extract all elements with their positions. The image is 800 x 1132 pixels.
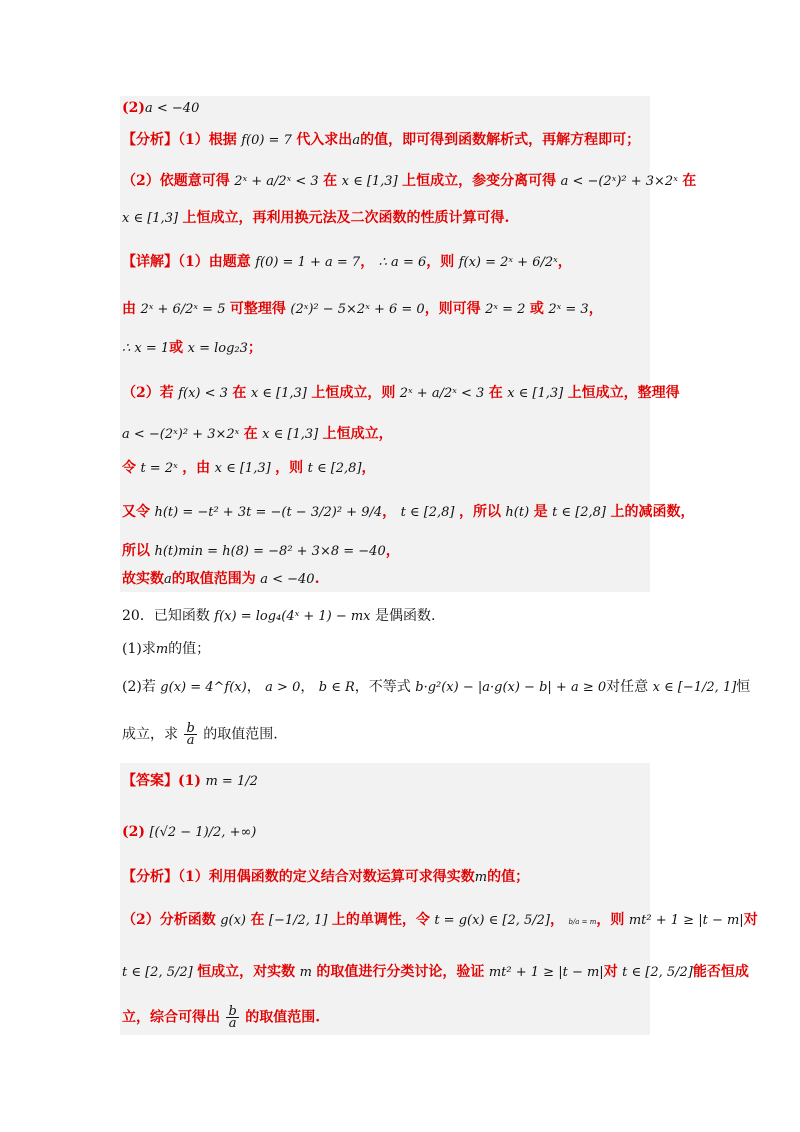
detail-line-8: 所以 h(t)min = h(8) = −8² + 3×8 = −40，: [122, 543, 400, 559]
answer-analysis-line-2: （2）分析函数 g(x) 在 [−1/2, 1] 上的单调性，令 t = g(x) ∈ [2, 5/2]， b/a = m，则 mt² + 1 ≥ |t − m|对: [122, 912, 758, 928]
q20-line-2: (1)求m的值；: [122, 641, 211, 657]
q20-line-4: 成立，求 $\frac{b}{a}$ 的取值范围.: [122, 721, 278, 748]
detail-line-3: ∴ x = 1或 x = log₂3；: [122, 340, 262, 356]
answer-line-1: 【答案】(1) m = 1/2: [122, 773, 258, 789]
analysis-line-2: （2）依题意可得 2ˣ + a/2ˣ < 3 在 x ∈ [1,3] 上恒成立，参变分离可得 a < −(2ˣ)² + 3×2ˣ 在: [122, 173, 697, 189]
answer-analysis-line-1: 【分析】（1）利用偶函数的定义结合对数运算可求得实数m的值；: [122, 869, 530, 885]
fraction-b-over-a: $\frac{b}{a}$: [186, 721, 195, 748]
detail-line-4: （2）若 f(x) < 3 在 x ∈ [1,3] 上恒成立，则 2ˣ + a/2ˣ < 3 在 x ∈ [1,3] 上恒成立，整理得: [122, 385, 680, 401]
part2-answer-line: (2)a < −40: [122, 100, 200, 116]
answer-line-2: (2) [(√2 − 1)/2, +∞): [122, 824, 257, 840]
q20-line-3: (2)若 g(x) = 4^f(x)， a > 0， b ∈ R，不等式 b·g²(x) − |a·g(x) − b| + a ≥ 0对任意 x ∈ [−1/2, 1]恒: [122, 679, 751, 695]
detail-line-1: 【详解】（1）由题意 f(0) = 1 + a = 7， ∴ a = 6，则 f(x) = 2ˣ + 6/2ˣ，: [122, 254, 572, 270]
answer-block: [120, 763, 650, 1035]
detail-line-7: 又令 h(t) = −t² + 3t = −(t − 3/2)² + 9/4， t ∈ [2,8] ，所以 h(t) 是 t ∈ [2,8] 上的减函数，: [122, 504, 695, 520]
detail-line-6: 令 t = 2ˣ ，由 x ∈ [1,3] ，则 t ∈ [2,8]，: [122, 460, 376, 476]
answer-analysis-line-3: t ∈ [2, 5/2] 恒成立，对实数 m 的取值进行分类讨论，验证 mt² + 1 ≥ |t − m|对 t ∈ [2, 5/2]能否恒成: [122, 964, 749, 980]
q20-line-1: 20．已知函数 f(x) = log₄(4ˣ + 1) − mx 是偶函数.: [122, 608, 436, 624]
fraction-b-over-a-answer: $\frac{b}{a}$: [228, 1004, 237, 1031]
detail-line-5: a < −(2ˣ)² + 3×2ˣ 在 x ∈ [1,3] 上恒成立，: [122, 426, 393, 442]
answer-analysis-line-4: 立，综合可得出 $\frac{b}{a}$ 的取值范围.: [122, 1004, 321, 1031]
analysis-line-3: x ∈ [1,3] 上恒成立，再利用换元法及二次函数的性质计算可得.: [122, 210, 510, 226]
detail-line-9: 故实数a的取值范围为 a < −40.: [122, 571, 320, 587]
detail-line-2: 由 2ˣ + 6/2ˣ = 5 可整理得 (2ˣ)² − 5×2ˣ + 6 = 0，则可得 2ˣ = 2 或 2ˣ = 3，: [122, 301, 603, 317]
analysis-line-1: 【分析】（1）根据 f(0) = 7 代入求出a的值，即可得到函数解析式，再解方程即可；: [122, 132, 641, 148]
